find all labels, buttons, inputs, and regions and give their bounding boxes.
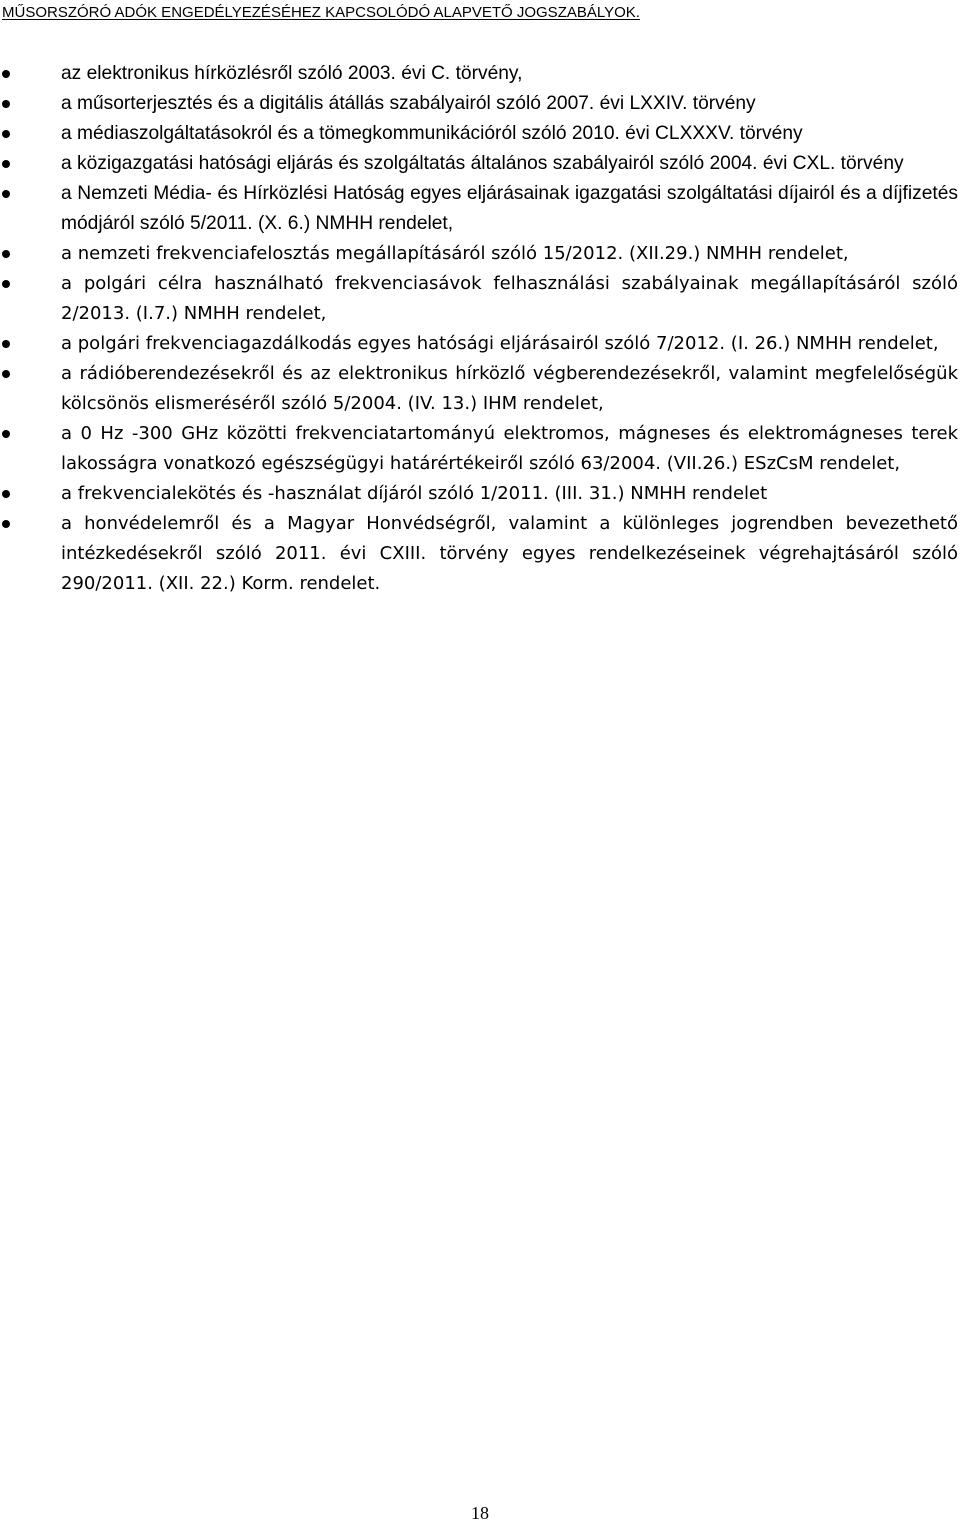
law-text: a műsorterjesztés és a digitális átállás szabályairól szóló 2007. évi LXXIV. törvény bbox=[61, 93, 756, 114]
bullet-icon bbox=[2, 130, 10, 138]
page-number: 18 bbox=[471, 1503, 489, 1523]
law-item bbox=[0, 269, 960, 329]
law-item bbox=[0, 359, 960, 419]
law-text: a frekvencialekötés és -használat díjáról szóló 1/2011. (III. 31.) NMHH rendelet bbox=[61, 483, 768, 504]
bullet-icon bbox=[2, 100, 10, 108]
bullet-icon bbox=[2, 430, 10, 438]
law-item bbox=[0, 329, 960, 359]
law-text: a honvédelemről és a Magyar Honvédségről, valamint a különleges jogrendben bevezethető intézkedésekről szóló 2011. évi CXIII. törvény egyes rendelkezéseinek végrehajtásáról szóló 290/2011. (XII. 22.) Korm. rendelet. bbox=[61, 513, 958, 594]
bullet-icon bbox=[2, 340, 10, 348]
law-text: a polgári frekvenciagazdálkodás egyes hatósági eljárásairól szóló 7/2012. (I. 26.) NMHH rendelet, bbox=[61, 333, 939, 354]
bullet-icon bbox=[2, 520, 10, 528]
law-text: a rádióberendezésekről és az elektronikus hírközlő végberendezésekről, valamint megfelelőségük kölcsönös elismeréséről szóló 5/2004. (IV. 13.) IHM rendelet, bbox=[61, 363, 958, 414]
law-item bbox=[0, 179, 960, 239]
bullet-icon bbox=[2, 280, 10, 288]
bullet-icon bbox=[2, 490, 10, 498]
law-item bbox=[0, 89, 960, 119]
law-text: az elektronikus hírközlésről szóló 2003. évi C. törvény, bbox=[61, 63, 523, 84]
bullet-icon bbox=[2, 370, 10, 378]
bullet-icon bbox=[2, 250, 10, 258]
bullet-icon bbox=[2, 160, 10, 168]
page-heading: MŰSORSZÓRÓ ADÓK ENGEDÉLYEZÉSÉHEZ KAPCSOLÓDÓ ALAPVETŐ JOGSZABÁLYOK. bbox=[2, 4, 640, 21]
law-text: a 0 Hz -300 GHz közötti frekvenciatartományú elektromos, mágneses és elektromágneses terek lakosságra vonatkozó egészségügyi határértékeiről szóló 63/2004. (VII.26.) ESzCsM rendelet, bbox=[61, 423, 958, 474]
law-item bbox=[0, 419, 960, 479]
law-text: a médiaszolgáltatásokról és a tömegkommunikációról szóló 2010. évi CLXXXV. törvény bbox=[61, 123, 803, 144]
law-item bbox=[0, 479, 960, 509]
bullet-icon bbox=[2, 190, 10, 198]
law-item bbox=[0, 59, 960, 89]
law-item bbox=[0, 119, 960, 149]
bullet-icon bbox=[2, 70, 10, 78]
law-text: a polgári célra használható frekvenciasávok felhasználási szabályainak megállapításáról szóló 2/2013. (I.7.) NMHH rendelet, bbox=[61, 273, 958, 324]
law-item bbox=[0, 149, 960, 179]
law-text: a nemzeti frekvenciafelosztás megállapításáról szóló 15/2012. (XII.29.) NMHH rendelet, bbox=[61, 243, 849, 264]
law-item bbox=[0, 239, 960, 269]
law-item bbox=[0, 509, 960, 599]
law-text: a közigazgatási hatósági eljárás és szolgáltatás általános szabályairól szóló 2004. évi CXL. törvény bbox=[61, 153, 904, 174]
law-list bbox=[0, 59, 960, 599]
law-text: a Nemzeti Média- és Hírközlési Hatóság egyes eljárásainak igazgatási szolgáltatási díjairól és a díjfizetés módjáról szóló 5/2011. (X. 6.) NMHH rendelet, bbox=[61, 183, 958, 234]
